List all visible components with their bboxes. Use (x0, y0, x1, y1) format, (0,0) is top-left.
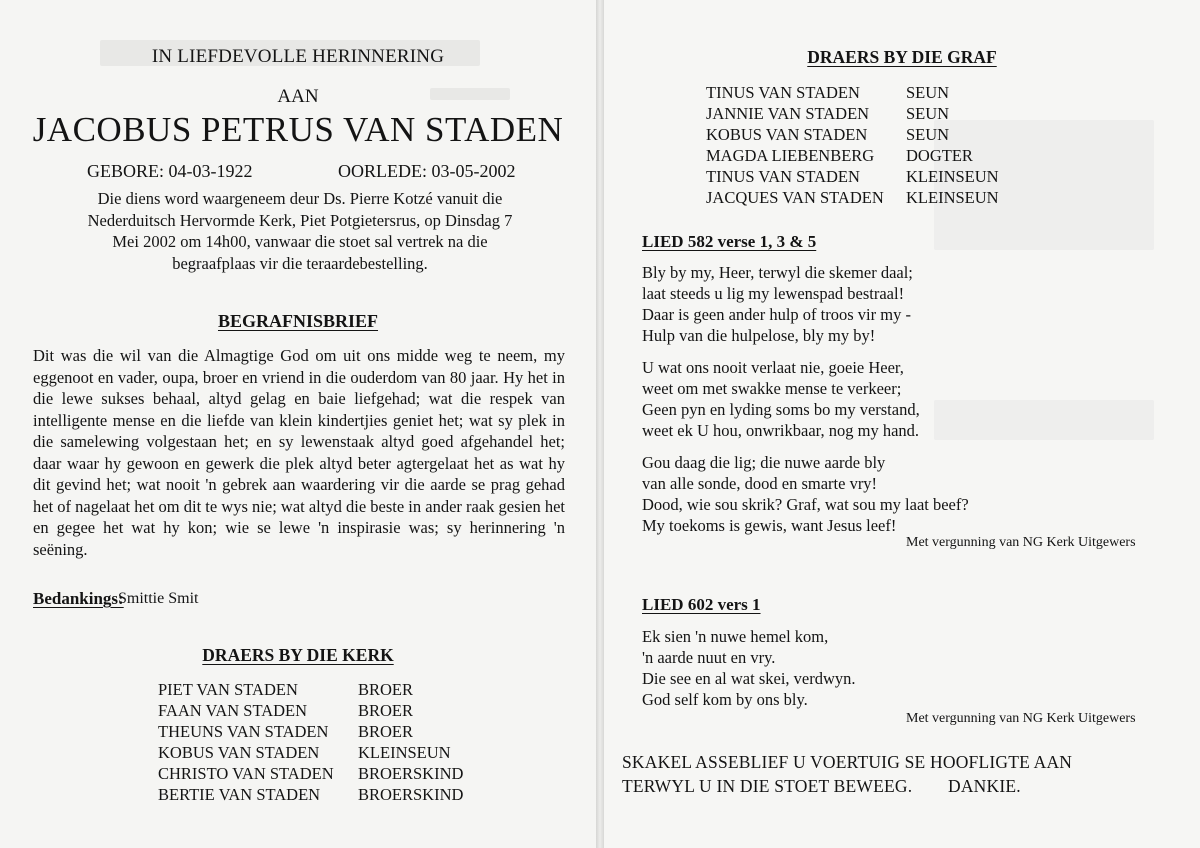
verse-line: U wat ons nooit verlaat nie, goeie Heer, (642, 358, 904, 377)
thanks-label: Bedankings: (33, 589, 124, 608)
bearer-relation: BROER (358, 680, 414, 699)
verse-line: My toekoms is gewis, want Jesus leef! (642, 516, 897, 535)
bearer-relation: SEUN (906, 104, 950, 123)
bearer-relation: KLEINSEUN (906, 188, 999, 207)
bearer-relation: BROERSKIND (358, 764, 464, 783)
memorial-heading-to: AAN (277, 86, 319, 107)
hymn-602-title: LIED 602 vers 1 (642, 595, 761, 614)
verse-line: weet ek U hou, onwrikbaar, nog my hand. (642, 421, 920, 440)
hymn-582-credit: Met vergunning van NG Kerk Uitgewers (906, 535, 1136, 550)
grave-bearers-title: DRAERS BY DIE GRAF (807, 47, 997, 67)
left-page (0, 0, 596, 848)
headlights-notice-line-2: TERWYL U IN DIE STOET BEWEEG. (622, 776, 913, 796)
bearer-name: TINUS VAN STADEN (706, 83, 860, 102)
verse-line: Ek sien 'n nuwe hemel kom, (642, 627, 829, 646)
church-bearers-title: DRAERS BY DIE KERK (202, 645, 394, 665)
bearer-name: JACQUES VAN STADEN (706, 188, 884, 207)
notice-thanks: DANKIE. (948, 776, 1021, 796)
bearer-relation: BROER (358, 722, 414, 741)
bearer-name: TINUS VAN STADEN (706, 167, 860, 186)
bearer-name: MAGDA LIEBENBERG (706, 146, 875, 165)
bearer-name: FAAN VAN STADEN (158, 701, 308, 720)
bearer-relation: SEUN (906, 83, 950, 102)
bearer-relation: BROER (358, 701, 414, 720)
deceased-name: JACOBUS PETRUS VAN STADEN (32, 110, 564, 149)
verse-line: Dood, wie sou skrik? Graf, wat sou my laat beef? (642, 495, 969, 514)
thanks-value: Smittie Smit (118, 590, 199, 607)
headlights-notice-line-1: SKAKEL ASSEBLIEF U VOERTUIG SE HOOFLIGTE AAN (622, 752, 1073, 772)
bearer-name: THEUNS VAN STADEN (158, 722, 329, 741)
bearer-relation: SEUN (906, 125, 950, 144)
bleed-through-mark (934, 400, 1154, 440)
funeral-letter-title: BEGRAFNISBRIEF (217, 311, 379, 331)
verse-line: Hulp van die hulpelose, bly my by! (642, 326, 876, 345)
hymn-602-credit: Met vergunning van NG Kerk Uitgewers (906, 711, 1136, 726)
verse-line: Daar is geen ander hulp of troos vir my - (642, 305, 911, 324)
bearer-name: KOBUS VAN STADEN (706, 125, 868, 144)
bearer-name: JANNIE VAN STADEN (706, 104, 870, 123)
verse-line: weet om met swakke mense te verkeer; (642, 379, 902, 398)
birth-date: GEBORE: 04-03-1922 (87, 161, 253, 181)
service-details: Die diens word waargeneem deur Ds. Pierre Kotzé vanuit die Nederduitsch Hervormde Kerk, Piet Potgietersrus, op Dinsdag 7 Mei 2002 om 14h00, vanwaar die stoet sal vertrek na die begraafplaas vir die teraardebestelling. (87, 189, 513, 273)
bearer-relation: KLEINSEUN (906, 167, 999, 186)
bearer-name: BERTIE VAN STADEN (158, 785, 321, 804)
bearer-relation: BROERSKIND (358, 785, 464, 804)
page-fold (596, 0, 604, 848)
memorial-heading: IN LIEFDEVOLLE HERINNERING (151, 46, 445, 67)
verse-line: Die see en al wat skei, verdwyn. (642, 669, 856, 688)
verse-line: Gou daag die lig; die nuwe aarde bly (642, 453, 886, 472)
funeral-letter-body: Dit was die wil van die Almagtige God om uit ons midde weg te neem, my eggenoot en vader, oupa, broer en vriend in die ouderdom van 80 jaar. Hy het in die lewe sukses behaal, altyd gelag en baie liefgehad; wat die respek van intelligente mense en die liefde van klein kindertjies geniet het; wat sy plek in die samelewing volgestaan het; en sy lewenstaak altyd goed afgehandel het; daar waar hy gewoon en gewerk die plek altyd beter agtergelaat het as wat hy dit gevind het; wat nooit 'n gebrek aan waardering vir die aarde se prag gehad het of nagelaat het om dit te wys nie; wat altyd die beste in ander raak gesien het en gegee het wat hy kon; wie se lewe 'n inspirasie was; sy herinnering 'n seëning. (33, 346, 565, 559)
verse-line: laat steeds u lig my lewenspad bestraal! (642, 284, 905, 303)
right-page (604, 0, 1200, 848)
bearer-relation: DOGTER (906, 146, 973, 165)
bearer-name: PIET VAN STADEN (158, 680, 298, 699)
hymn-582-title: LIED 582 verse 1, 3 & 5 (642, 232, 817, 251)
verse-line: 'n aarde nuut en vry. (642, 648, 776, 667)
verse-line: van alle sonde, dood en smarte vry! (642, 474, 878, 493)
bearer-name: CHRISTO VAN STADEN (158, 764, 334, 783)
bearer-name: KOBUS VAN STADEN (158, 743, 320, 762)
verse-line: Geen pyn en lyding soms bo my verstand, (642, 400, 920, 419)
verse-line: God self kom by ons bly. (642, 690, 808, 709)
verse-line: Bly by my, Heer, terwyl die skemer daal; (642, 263, 913, 282)
death-date: OORLEDE: 03-05-2002 (338, 161, 516, 181)
bearer-relation: KLEINSEUN (358, 743, 451, 762)
